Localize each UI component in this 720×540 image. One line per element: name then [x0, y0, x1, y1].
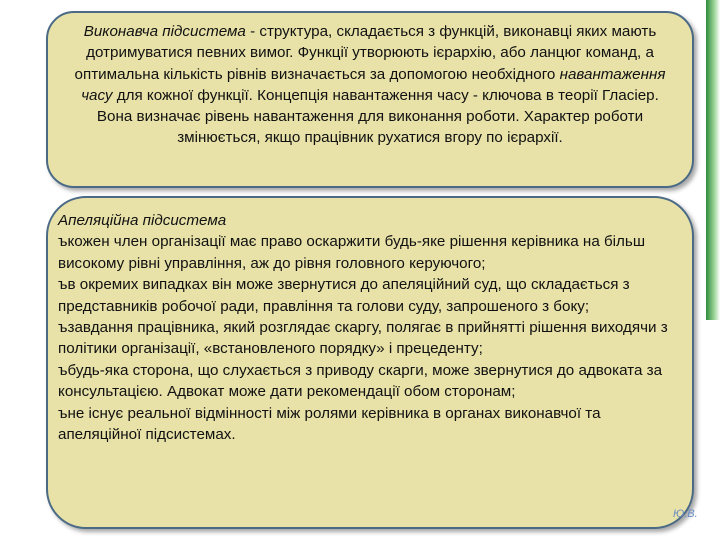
- author-initials: Ю.В.: [673, 508, 698, 520]
- green-gradient-strip: [706, 0, 720, 320]
- executive-subsystem-card: [46, 11, 694, 188]
- appeal-title: Апеляційна підсистема: [58, 212, 227, 229]
- time-load-term: навантаження часу: [81, 65, 666, 104]
- executive-paragraph: [64, 21, 676, 149]
- executive-title: Виконавча підсистема: [83, 23, 246, 40]
- appeal-item: ъне існує реальної відмінності між ролями керівника в органах виконавчої та апеляційної підсистемах.: [58, 404, 601, 444]
- appeal-item: ъбудь-яка сторона, що слухається з приводу скарги, може звернутися до адвоката за консультацією. Адвокат може дати рекомендації обом сторонам;: [58, 361, 663, 401]
- appeal-item: ъкожен член організації має право оскаржити будь-яке рішення керівника на більш високому рівні управління, аж до рівня головного керуючого;: [58, 233, 646, 272]
- appeal-subsystem-card: [46, 196, 694, 529]
- right-accent-bar: [700, 0, 720, 540]
- appeal-item: ъв окремих випадках він може звернутися до апеляційний суд, що складається з представників робочої ради, правління та голови суду, запрошеного з боку;: [58, 276, 630, 315]
- appeal-item: ъзавдання працівника, який розглядає скаргу, полягає в прийнятті рішення виходячи з політики організації, «встановленого порядку» і прецеденту;: [58, 319, 668, 358]
- executive-text-1: - структура, складається з функцій, виконавці яких мають дотримуватися певних вимог. Функції утворюють ієрархію, або ланцюг команд, а оптимальна кількість рівнів визначається за допомогою необхідного: [74, 23, 657, 83]
- executive-text-2: для кожної функції. Концепція навантаження часу - ключова в теорії Гласіер. Вона визначає рівень навантаження для виконання роботи. Характер роботи змінюється, якщо працівник рухатися вгору по ієрархії.: [96, 86, 659, 147]
